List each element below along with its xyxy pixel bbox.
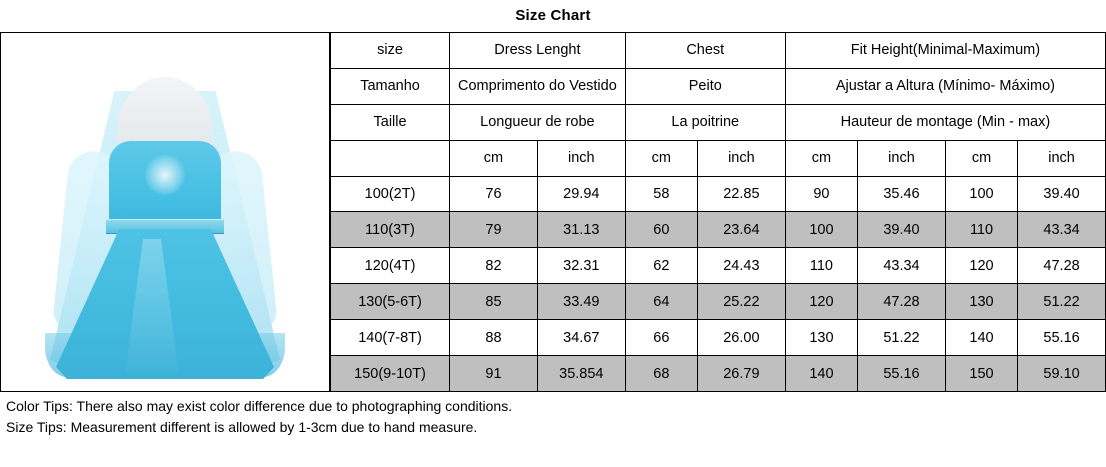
- row-cell: 55.16: [1018, 320, 1106, 356]
- row-size: 120(4T): [331, 248, 450, 284]
- row-cell: 110: [785, 248, 857, 284]
- unit-cell-4: inch: [697, 140, 785, 176]
- table-row: [331, 356, 1106, 392]
- header-row-pt: [331, 68, 1106, 104]
- row-cell: 90: [785, 176, 857, 212]
- row-cell: 110: [945, 212, 1017, 248]
- row-cell: 31.13: [537, 212, 625, 248]
- table-row: [331, 248, 1106, 284]
- unit-cell-6: inch: [858, 140, 946, 176]
- row-cell: 60: [625, 212, 697, 248]
- row-cell: 120: [785, 284, 857, 320]
- header-fit-height-pt: Ajustar a Altura (Mínimo- Máximo): [785, 68, 1105, 104]
- row-cell: 88: [450, 320, 538, 356]
- row-cell: 55.16: [858, 356, 946, 392]
- header-fit-height-en: Fit Height(Minimal-Maximum): [785, 33, 1105, 69]
- unit-cell-8: inch: [1018, 140, 1106, 176]
- header-dress-length-en: Dress Lenght: [450, 33, 626, 69]
- row-cell: 140: [785, 356, 857, 392]
- row-cell: 68: [625, 356, 697, 392]
- row-cell: 51.22: [1018, 284, 1106, 320]
- table-row: [331, 176, 1106, 212]
- header-size-en: size: [331, 33, 450, 69]
- table-row: [331, 320, 1106, 356]
- row-cell: 33.49: [537, 284, 625, 320]
- row-cell: 62: [625, 248, 697, 284]
- row-cell: 43.34: [1018, 212, 1106, 248]
- unit-cell-5: cm: [785, 140, 857, 176]
- row-cell: 22.85: [697, 176, 785, 212]
- header-fit-height-fr: Hauteur de montage (Min - max): [785, 104, 1105, 140]
- row-cell: 91: [450, 356, 538, 392]
- row-cell: 23.64: [697, 212, 785, 248]
- row-cell: 140: [945, 320, 1017, 356]
- size-tips: Size Tips: Measurement different is allowed by 1-3cm due to hand measure.: [6, 419, 478, 435]
- color-tips: Color Tips: There also may exist color difference due to photographing conditions.: [6, 398, 513, 414]
- bodice-snowflake-icon: [143, 155, 187, 195]
- header-chest-en: Chest: [625, 33, 785, 69]
- row-cell: 25.22: [697, 284, 785, 320]
- row-size: 110(3T): [331, 212, 450, 248]
- header-dress-length-fr: Longueur de robe: [450, 104, 626, 140]
- row-size: 150(9-10T): [331, 356, 450, 392]
- header-size-fr: Taille: [331, 104, 450, 140]
- row-cell: 85: [450, 284, 538, 320]
- row-cell: 26.79: [697, 356, 785, 392]
- row-size: 130(5-6T): [331, 284, 450, 320]
- chart-body: [0, 32, 1106, 392]
- row-size: 140(7-8T): [331, 320, 450, 356]
- row-cell: 39.40: [1018, 176, 1106, 212]
- row-cell: 130: [785, 320, 857, 356]
- row-cell: 39.40: [858, 212, 946, 248]
- page-title: Size Chart: [515, 7, 591, 24]
- header-row-en: [331, 33, 1106, 69]
- row-cell: 76: [450, 176, 538, 212]
- header-chest-fr: La poitrine: [625, 104, 785, 140]
- measurements-table: [330, 32, 1106, 392]
- row-cell: 79: [450, 212, 538, 248]
- dress-illustration: [1, 33, 329, 391]
- unit-cell-3: cm: [625, 140, 697, 176]
- table-row: [331, 212, 1106, 248]
- row-cell: 66: [625, 320, 697, 356]
- row-cell: 51.22: [858, 320, 946, 356]
- row-cell: 47.28: [1018, 248, 1106, 284]
- row-cell: 100: [785, 212, 857, 248]
- product-image: [0, 32, 330, 392]
- row-cell: 35.46: [858, 176, 946, 212]
- unit-cell-2: inch: [537, 140, 625, 176]
- header-row-fr: [331, 104, 1106, 140]
- header-size-pt: Tamanho: [331, 68, 450, 104]
- row-cell: 120: [945, 248, 1017, 284]
- row-cell: 32.31: [537, 248, 625, 284]
- row-cell: 64: [625, 284, 697, 320]
- row-size: 100(2T): [331, 176, 450, 212]
- row-cell: 58: [625, 176, 697, 212]
- header-dress-length-pt: Comprimento do Vestido: [450, 68, 626, 104]
- row-cell: 59.10: [1018, 356, 1106, 392]
- row-cell: 100: [945, 176, 1017, 212]
- row-cell: 43.34: [858, 248, 946, 284]
- row-cell: 35.854: [537, 356, 625, 392]
- row-cell: 29.94: [537, 176, 625, 212]
- measurements-table-wrap: [330, 32, 1106, 392]
- table-row: [331, 284, 1106, 320]
- row-cell: 34.67: [537, 320, 625, 356]
- row-cell: 26.00: [697, 320, 785, 356]
- row-cell: 47.28: [858, 284, 946, 320]
- unit-cell-1: cm: [450, 140, 538, 176]
- header-chest-pt: Peito: [625, 68, 785, 104]
- unit-cell-0: [331, 140, 450, 176]
- row-cell: 24.43: [697, 248, 785, 284]
- unit-row: [331, 140, 1106, 176]
- unit-cell-7: cm: [945, 140, 1017, 176]
- row-cell: 150: [945, 356, 1017, 392]
- row-cell: 82: [450, 248, 538, 284]
- footer-notes: [0, 392, 1106, 438]
- row-cell: 130: [945, 284, 1017, 320]
